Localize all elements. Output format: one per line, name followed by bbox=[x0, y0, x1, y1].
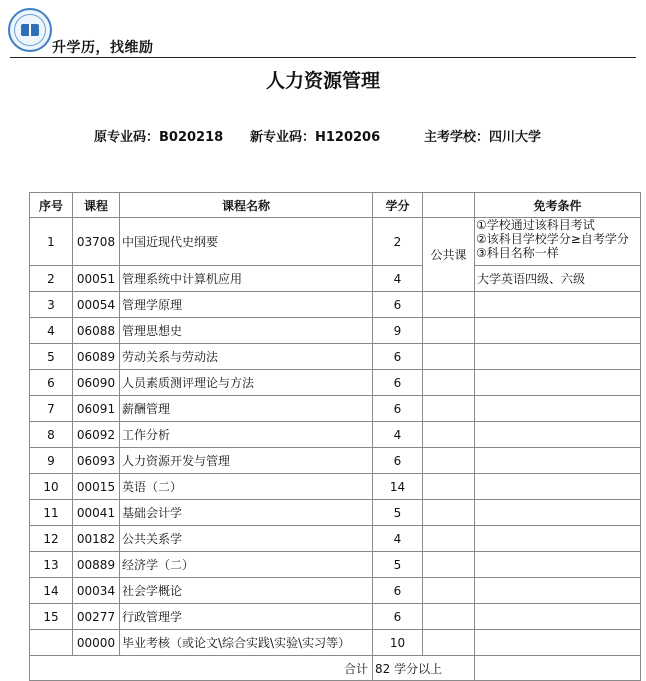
row-category bbox=[423, 526, 475, 552]
row-exemption bbox=[475, 630, 641, 656]
row-exemption bbox=[475, 552, 641, 578]
row-name: 管理思想史 bbox=[120, 318, 373, 344]
row-code: 00182 bbox=[73, 526, 120, 552]
table-row bbox=[30, 604, 641, 630]
row-credit: 5 bbox=[373, 552, 423, 578]
row-name: 毕业考核（或论文\综合实践\实验\实习等） bbox=[120, 630, 373, 656]
table-row bbox=[30, 218, 641, 266]
total-value: 82 学分以上 bbox=[373, 656, 475, 681]
row-credit: 6 bbox=[373, 578, 423, 604]
header-code: 课程 bbox=[73, 193, 120, 218]
table-row bbox=[30, 578, 641, 604]
total-label: 合计 bbox=[30, 656, 373, 681]
old-major-code: 原专业码：B020218 bbox=[94, 130, 224, 145]
row-name: 社会学概论 bbox=[120, 578, 373, 604]
exempt-condition: ③科目名称一样 bbox=[476, 246, 559, 260]
row-credit: 6 bbox=[373, 604, 423, 630]
table-row bbox=[30, 292, 641, 318]
header-category bbox=[423, 193, 475, 218]
row-credit: 6 bbox=[373, 396, 423, 422]
row-code: 00034 bbox=[73, 578, 120, 604]
row-credit: 2 bbox=[373, 218, 423, 266]
row-exemption bbox=[475, 578, 641, 604]
row-name: 中国近现代史纲要 bbox=[120, 218, 373, 266]
row-code: 00000 bbox=[73, 630, 120, 656]
table-row bbox=[30, 344, 641, 370]
course-table bbox=[29, 192, 641, 681]
row-name: 人力资源开发与管理 bbox=[120, 448, 373, 474]
row-category bbox=[423, 370, 475, 396]
row-exemption bbox=[475, 292, 641, 318]
row-code: 00889 bbox=[73, 552, 120, 578]
row-name: 基础会计学 bbox=[120, 500, 373, 526]
row-code: 00054 bbox=[73, 292, 120, 318]
row-no: 8 bbox=[30, 422, 73, 448]
table-row bbox=[30, 318, 641, 344]
row-no: 14 bbox=[30, 578, 73, 604]
row-no: 6 bbox=[30, 370, 73, 396]
row-name: 管理学原理 bbox=[120, 292, 373, 318]
row-category bbox=[423, 500, 475, 526]
row-exemption bbox=[475, 474, 641, 500]
total-exemption bbox=[475, 656, 641, 681]
row-code: 06090 bbox=[73, 370, 120, 396]
row-exemption bbox=[475, 370, 641, 396]
exempt-condition: ①学校通过该科目考试 bbox=[476, 218, 595, 232]
row-credit: 9 bbox=[373, 318, 423, 344]
slogan: 升学历，找维励 bbox=[52, 40, 154, 56]
row-no: 13 bbox=[30, 552, 73, 578]
row-category bbox=[423, 396, 475, 422]
school-logo bbox=[8, 8, 52, 52]
row-exemption bbox=[475, 422, 641, 448]
row-exemption bbox=[475, 526, 641, 552]
total-row bbox=[30, 656, 641, 681]
row-code: 06088 bbox=[73, 318, 120, 344]
header-no: 序号 bbox=[30, 193, 73, 218]
row-code: 06089 bbox=[73, 344, 120, 370]
table-row bbox=[30, 526, 641, 552]
row-code: 00015 bbox=[73, 474, 120, 500]
row-exemption bbox=[475, 396, 641, 422]
row-category bbox=[423, 318, 475, 344]
row-credit: 4 bbox=[373, 422, 423, 448]
row-credit: 5 bbox=[373, 500, 423, 526]
row-credit: 6 bbox=[373, 370, 423, 396]
table-row bbox=[30, 422, 641, 448]
table-row bbox=[30, 474, 641, 500]
row-code: 00277 bbox=[73, 604, 120, 630]
new-major-code: 新专业码：H120206 bbox=[250, 130, 381, 145]
row-no: 12 bbox=[30, 526, 73, 552]
row-exemption bbox=[475, 344, 641, 370]
row-category bbox=[423, 344, 475, 370]
header-course-name: 课程名称 bbox=[120, 193, 373, 218]
table-row bbox=[30, 370, 641, 396]
public-course-label: 公共课 bbox=[423, 218, 475, 292]
row-code: 06093 bbox=[73, 448, 120, 474]
exempt-english: 大学英语四级、六级 bbox=[475, 266, 641, 292]
row-name: 人员素质测评理论与方法 bbox=[120, 370, 373, 396]
row-exemption bbox=[475, 500, 641, 526]
row-code: 06092 bbox=[73, 422, 120, 448]
row-credit: 4 bbox=[373, 526, 423, 552]
row-exemption bbox=[475, 604, 641, 630]
row-credit: 6 bbox=[373, 292, 423, 318]
row-name: 工作分析 bbox=[120, 422, 373, 448]
exempt-condition: ②该科目学校学分≥自考学分 bbox=[476, 232, 629, 246]
row-category bbox=[423, 604, 475, 630]
row-credit: 4 bbox=[373, 266, 423, 292]
exempt-public-conditions bbox=[475, 218, 641, 266]
row-no bbox=[30, 630, 73, 656]
row-no: 2 bbox=[30, 266, 73, 292]
row-no: 10 bbox=[30, 474, 73, 500]
row-exemption bbox=[475, 318, 641, 344]
row-code: 00051 bbox=[73, 266, 120, 292]
row-category bbox=[423, 448, 475, 474]
row-no: 5 bbox=[30, 344, 73, 370]
row-category bbox=[423, 292, 475, 318]
exam-school: 主考学校：四川大学 bbox=[424, 130, 542, 145]
row-name: 经济学（二） bbox=[120, 552, 373, 578]
row-no: 1 bbox=[30, 218, 73, 266]
row-credit: 14 bbox=[373, 474, 423, 500]
row-name: 劳动关系与劳动法 bbox=[120, 344, 373, 370]
row-no: 11 bbox=[30, 500, 73, 526]
row-exemption bbox=[475, 448, 641, 474]
header-exemption: 免考条件 bbox=[475, 193, 641, 218]
row-name: 英语（二） bbox=[120, 474, 373, 500]
row-credit: 6 bbox=[373, 344, 423, 370]
header-credit: 学分 bbox=[373, 193, 423, 218]
table-row bbox=[30, 552, 641, 578]
row-category bbox=[423, 474, 475, 500]
row-name: 公共关系学 bbox=[120, 526, 373, 552]
table-row bbox=[30, 396, 641, 422]
page-title: 人力资源管理 bbox=[265, 70, 380, 92]
row-name: 薪酬管理 bbox=[120, 396, 373, 422]
row-category bbox=[423, 578, 475, 604]
row-category bbox=[423, 422, 475, 448]
table-row bbox=[30, 500, 641, 526]
book-icon bbox=[21, 24, 39, 36]
table-row bbox=[30, 630, 641, 656]
row-no: 15 bbox=[30, 604, 73, 630]
row-category bbox=[423, 630, 475, 656]
row-name: 行政管理学 bbox=[120, 604, 373, 630]
row-code: 03708 bbox=[73, 218, 120, 266]
row-code: 06091 bbox=[73, 396, 120, 422]
table-row bbox=[30, 266, 641, 292]
row-no: 3 bbox=[30, 292, 73, 318]
row-name: 管理系统中计算机应用 bbox=[120, 266, 373, 292]
row-code: 00041 bbox=[73, 500, 120, 526]
row-no: 9 bbox=[30, 448, 73, 474]
row-credit: 6 bbox=[373, 448, 423, 474]
table-row bbox=[30, 448, 641, 474]
row-credit: 10 bbox=[373, 630, 423, 656]
row-no: 4 bbox=[30, 318, 73, 344]
row-no: 7 bbox=[30, 396, 73, 422]
row-category bbox=[423, 552, 475, 578]
header-divider bbox=[10, 57, 636, 58]
table-header-row bbox=[30, 193, 641, 218]
